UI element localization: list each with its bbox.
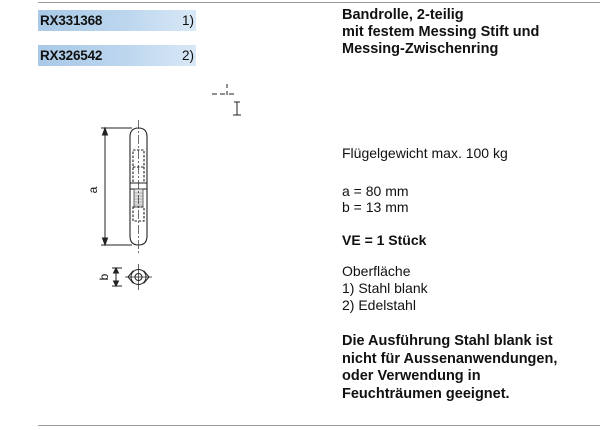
article-code: RX331368 xyxy=(40,13,103,28)
note-line-3: oder Verwendung in xyxy=(342,368,481,384)
article-code: RX326542 xyxy=(40,48,103,63)
article-variant-ref: 2) xyxy=(181,48,194,63)
weight-spec: Flügelgewicht max. 100 kg xyxy=(342,145,508,161)
dimension-a-label: a xyxy=(86,186,100,194)
surface-option-2: 2) Edelstahl xyxy=(342,297,416,313)
hinge-top-view xyxy=(125,264,152,290)
title-line-2: mit festem Messing Stift und xyxy=(342,24,540,40)
title-line-1: Bandrolle, 2-teilig xyxy=(342,7,464,23)
bottom-rule xyxy=(38,425,600,426)
dimension-b-label: b xyxy=(97,273,111,281)
packaging-unit: VE = 1 Stück xyxy=(342,232,427,248)
dimension-b-spec: b = 13 mm xyxy=(342,199,409,215)
dimension-b-line xyxy=(112,268,122,286)
note-line-2: nicht für Aussenanwendungen, xyxy=(342,350,558,367)
article-variant-ref: 1) xyxy=(181,13,194,28)
product-title xyxy=(342,7,539,58)
dimension-a-line xyxy=(101,128,132,245)
note-line-4: Feuchträumen geeignet. xyxy=(342,385,510,402)
note-line-1: Die Ausführung Stahl blank ist xyxy=(342,333,553,349)
surface-heading: Oberfläche xyxy=(342,263,411,279)
usage-note xyxy=(342,333,557,403)
dimension-a-spec: a = 80 mm xyxy=(342,183,409,199)
projection-symbol xyxy=(212,84,241,115)
title-line-3: Messing-Zwischenring xyxy=(342,41,499,57)
surface-option-1: 1) Stahl blank xyxy=(342,280,428,296)
